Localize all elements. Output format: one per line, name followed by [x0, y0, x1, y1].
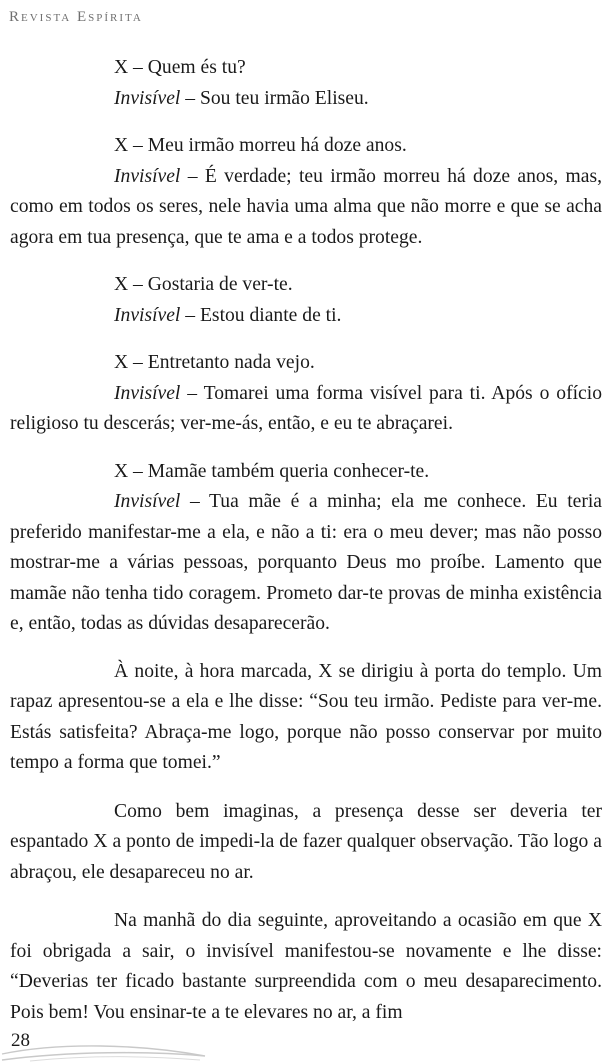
dialogue-exchange	[10, 131, 602, 253]
dialogue-exchange	[10, 348, 602, 440]
speaker-label: Invisível	[114, 165, 181, 187]
question-line: X – Mamãe também queria conhecer-te.	[114, 460, 430, 482]
narrative-paragraph	[10, 906, 602, 1028]
answer-line	[10, 84, 602, 115]
answer-line	[10, 301, 602, 332]
paragraph-text: Na manhã do dia seguinte, aproveitando a ocasião em que X foi obrigada a sair, o invisível manifestou-se novamente e lhe disse: “Deverias ter ficado bastante surpreendida com o meu desaparecimento. Pois bem! Vou ensinar-te a te elevares no ar, a fim	[10, 910, 602, 1023]
speaker-label: Invisível	[114, 382, 181, 404]
question-line: X – Entretanto nada vejo.	[114, 352, 315, 373]
answer-line	[10, 379, 602, 440]
question-line: X – Meu irmão morreu há doze anos.	[114, 135, 407, 156]
running-head: Revista Espírita	[9, 9, 143, 25]
paragraph-text: Como bem imaginas, a presença desse ser deveria ter espantado X a ponto de impedi-la de fazer qualquer observação. Tão logo a abraçou, ele desapareceu no ar.	[10, 800, 602, 883]
narrative-paragraph	[10, 657, 602, 779]
speaker-label: Invisível	[114, 491, 181, 512]
page-number: 28	[11, 1030, 30, 1051]
speaker-label: Invisível	[114, 87, 181, 109]
answer-line	[10, 162, 602, 254]
answer-text: – É verdade; teu irmão morreu há doze anos, mas, como em todos os seres, nele havia uma alma que não morre e que se acha agora em tua presença, que te ama e a todos protege.	[10, 165, 602, 248]
answer-text: – Sou teu irmão Eliseu.	[180, 87, 369, 109]
answer-line	[10, 487, 602, 640]
question-line: X – Gostaria de ver-te.	[114, 274, 293, 295]
speaker-label: Invisível	[114, 304, 181, 326]
dialogue-exchange	[10, 457, 602, 640]
question-line: X – Quem és tu?	[114, 57, 246, 78]
answer-text: – Tua mãe é a minha; ela me conhece. Eu teria preferido manifestar-me a ela, e não a ti: era o meu dever; mas não posso mostrar-me a várias pessoas, porquanto Deus mo proíbe. Lamento que mamãe não tenha tido coragem. Prometo dar-te provas de minha existência e, então, todas as dúvidas desaparecerão.	[10, 491, 602, 634]
answer-text: – Estou diante de ti.	[180, 304, 342, 326]
footer-swoosh-ornament	[0, 1024, 240, 1064]
dialogue-exchange	[10, 53, 602, 114]
narrative-paragraph	[10, 797, 602, 889]
answer-text: – Tomarei uma forma visível para ti. Após o ofício religioso tu descerás; ver-me-ás, então, e eu te abraçarei.	[10, 382, 602, 434]
page-body	[10, 53, 602, 1046]
dialogue-exchange	[10, 270, 602, 331]
paragraph-text: À noite, à hora marcada, X se dirigiu à porta do templo. Um rapaz apresentou-se a ela e lhe disse: “Sou teu irmão. Pediste para ver-me. Estás satisfeita? Abraça-me logo, porque não posso conservar por muito tempo a forma que tomei.”	[10, 660, 602, 773]
